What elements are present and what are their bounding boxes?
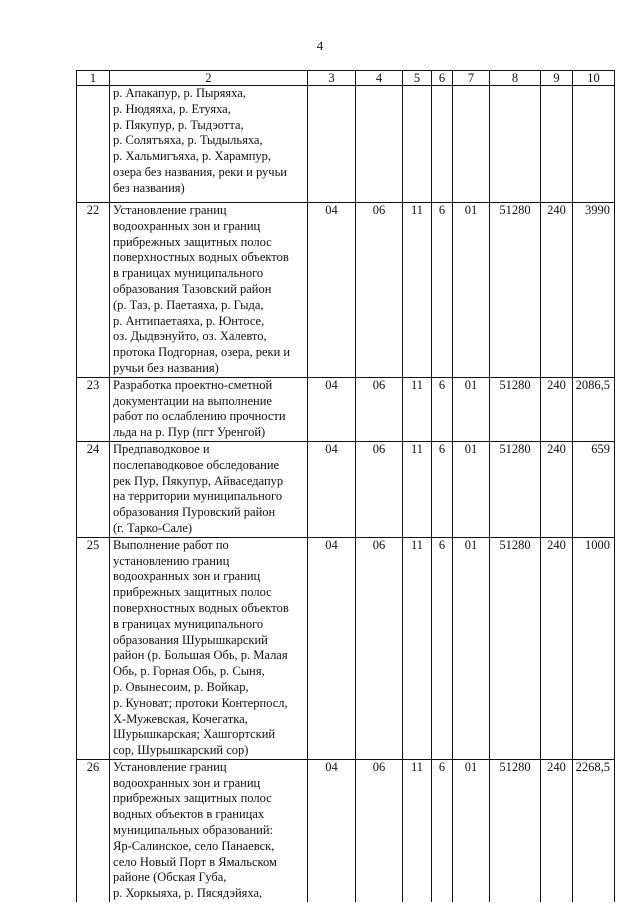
description-line: р. Антипаетаяха, р. Юнтосе, <box>113 313 265 328</box>
description-line: Предпаводковое и <box>113 441 210 456</box>
amount-cell: 1000 <box>573 537 615 759</box>
code-cell: 6 <box>432 441 453 537</box>
header-cell: 5 <box>403 71 432 86</box>
table-row <box>77 377 615 441</box>
header-row <box>77 71 615 86</box>
code-cell: 06 <box>356 377 403 441</box>
code-cell <box>432 86 453 203</box>
description-line: Х-Мужевская, Кочегатка, <box>113 711 248 726</box>
description-cell <box>110 759 308 902</box>
code-cell: 51280 <box>490 537 541 759</box>
code-cell: 51280 <box>490 377 541 441</box>
description-line: районе (Обская Губа, <box>113 870 227 885</box>
row-number-cell: 24 <box>77 441 110 537</box>
code-cell: 51280 <box>490 759 541 902</box>
description-line: в границах муниципального <box>113 266 264 281</box>
amount-cell <box>573 86 615 203</box>
description-cell <box>110 86 308 203</box>
description-line: поверхностных водных объектов <box>113 250 289 265</box>
description-line: (г. Тарко-Сале) <box>113 520 193 535</box>
description-line: оз. Дыдвэнуйто, оз. Халевто, <box>113 329 267 344</box>
code-cell: 6 <box>432 377 453 441</box>
description-line: р. Хальмигъяха, р. Харампур, <box>113 149 272 164</box>
description-line: село Новый Порт в Ямальском <box>113 854 277 869</box>
code-cell <box>453 86 490 203</box>
header-cell: 3 <box>308 71 356 86</box>
code-cell: 240 <box>541 377 573 441</box>
description-line: р. Апакапур, р. Пыряяха, <box>113 86 246 100</box>
code-cell: 240 <box>541 759 573 902</box>
description-line: водных объектов в границах <box>113 807 265 822</box>
table-row <box>77 441 615 537</box>
description-line: водоохранных зон и границ <box>113 218 261 233</box>
description-cell <box>110 441 308 537</box>
description-line: послепаводковое обследование <box>113 457 280 472</box>
header-cell: 6 <box>432 71 453 86</box>
description-line: образования Тазовский район <box>113 281 272 296</box>
description-line: поверхностных водных объектов <box>113 600 289 615</box>
code-cell <box>490 86 541 203</box>
description-line: прибрежных защитных полос <box>113 585 272 600</box>
description-line: установлению границ <box>113 553 230 568</box>
code-cell: 06 <box>356 537 403 759</box>
description-line: Шурышкарская; Хашгортский <box>113 727 276 742</box>
description-line: образования Пуровский район <box>113 505 276 520</box>
row-number-cell <box>77 86 110 203</box>
description-line: р. Нюдяяха, р. Етуяха, <box>113 101 231 116</box>
table-row <box>77 537 615 759</box>
code-cell: 6 <box>432 537 453 759</box>
code-cell: 06 <box>356 759 403 902</box>
description-line: Выполнение работ по <box>113 537 229 552</box>
amount-cell: 2086,5 <box>573 377 615 441</box>
description-line: Установление границ <box>113 203 227 217</box>
description-line: озера без названия, реки и ручьи <box>113 164 287 179</box>
amount-cell: 3990 <box>573 203 615 378</box>
header-cell: 1 <box>77 71 110 86</box>
description-line: сор, Шурышкарский сор) <box>113 743 249 758</box>
description-line: р. Пякупур, р. Тыдэотта, <box>113 117 244 132</box>
header-cell: 4 <box>356 71 403 86</box>
table-row-continuation <box>77 86 615 203</box>
description-line: водоохранных зон и границ <box>113 775 261 790</box>
code-cell <box>308 86 356 203</box>
code-cell: 04 <box>308 377 356 441</box>
description-line: в границах муниципального <box>113 616 264 631</box>
header-cell: 7 <box>453 71 490 86</box>
description-line: прибрежных защитных полос <box>113 234 272 249</box>
code-cell: 11 <box>403 441 432 537</box>
code-cell: 01 <box>453 441 490 537</box>
code-cell: 06 <box>356 441 403 537</box>
code-cell: 6 <box>432 203 453 378</box>
code-cell: 04 <box>308 537 356 759</box>
code-cell: 11 <box>403 203 432 378</box>
description-line: водоохранных зон и границ <box>113 569 261 584</box>
description-line: Установление границ <box>113 759 227 774</box>
description-line: р. Солятъяха, р. Тыдыльяха, <box>113 133 263 148</box>
row-number-cell: 25 <box>77 537 110 759</box>
description-line: район (р. Большая Обь, р. Малая <box>113 648 288 663</box>
description-line: образования Шурышкарский <box>113 632 268 647</box>
description-line: на территории муниципального <box>113 489 283 504</box>
code-cell: 51280 <box>490 203 541 378</box>
code-cell: 11 <box>403 537 432 759</box>
page-number: 4 <box>316 38 324 53</box>
table-row <box>77 759 615 902</box>
description-line: без названия) <box>113 180 185 195</box>
description-line: р. Овынесоим, р. Войкар, <box>113 679 249 694</box>
description-line: прибрежных защитных полос <box>113 791 272 806</box>
code-cell: 240 <box>541 537 573 759</box>
code-cell: 01 <box>453 377 490 441</box>
code-cell: 06 <box>356 203 403 378</box>
code-cell: 11 <box>403 759 432 902</box>
code-cell: 04 <box>308 759 356 902</box>
row-number-cell: 26 <box>77 759 110 902</box>
code-cell: 51280 <box>490 441 541 537</box>
description-line: протока Подгорная, озера, реки и <box>113 345 291 360</box>
description-cell <box>110 537 308 759</box>
header-cell: 9 <box>541 71 573 86</box>
amount-cell: 659 <box>573 441 615 537</box>
description-line: рек Пур, Пякупур, Айваседапур <box>113 473 284 488</box>
code-cell: 04 <box>308 203 356 378</box>
description-line: работ по ослаблению прочности <box>113 409 286 424</box>
code-cell <box>541 86 573 203</box>
description-line: муниципальных образований: <box>113 823 274 838</box>
row-number-cell: 22 <box>77 203 110 378</box>
code-cell: 04 <box>308 441 356 537</box>
code-cell <box>403 86 432 203</box>
code-cell: 01 <box>453 203 490 378</box>
description-line: Яр-Салинское, село Панаевск, <box>113 838 275 853</box>
description-cell <box>110 203 308 378</box>
header-cell: 8 <box>490 71 541 86</box>
table-row <box>77 203 615 378</box>
header-cell: 2 <box>110 71 308 86</box>
description-line: ручьи без названия) <box>113 360 219 375</box>
code-cell: 6 <box>432 759 453 902</box>
row-number-cell: 23 <box>77 377 110 441</box>
code-cell: 240 <box>541 441 573 537</box>
code-cell: 01 <box>453 537 490 759</box>
code-cell <box>356 86 403 203</box>
code-cell: 01 <box>453 759 490 902</box>
description-line: р. Куноват; протоки Контерпосл, <box>113 695 288 710</box>
amount-cell: 2268,5 <box>573 759 615 902</box>
description-line: Разработка проектно-сметной <box>113 377 273 392</box>
header-cell: 10 <box>573 71 615 86</box>
description-cell <box>110 377 308 441</box>
description-line: (р. Таз, р. Паетаяха, р. Гыда, <box>113 297 264 312</box>
description-line: р. Хоркыяха, р. Пясядэйяха, <box>113 886 263 901</box>
description-line: документации на выполнение <box>113 393 272 408</box>
code-cell: 11 <box>403 377 432 441</box>
budget-table <box>76 70 615 902</box>
description-line: льда на р. Пур (пгт Уренгой) <box>113 425 266 440</box>
code-cell: 240 <box>541 203 573 378</box>
description-line: Обь, р. Горная Обь, р. Сыня, <box>113 664 265 679</box>
